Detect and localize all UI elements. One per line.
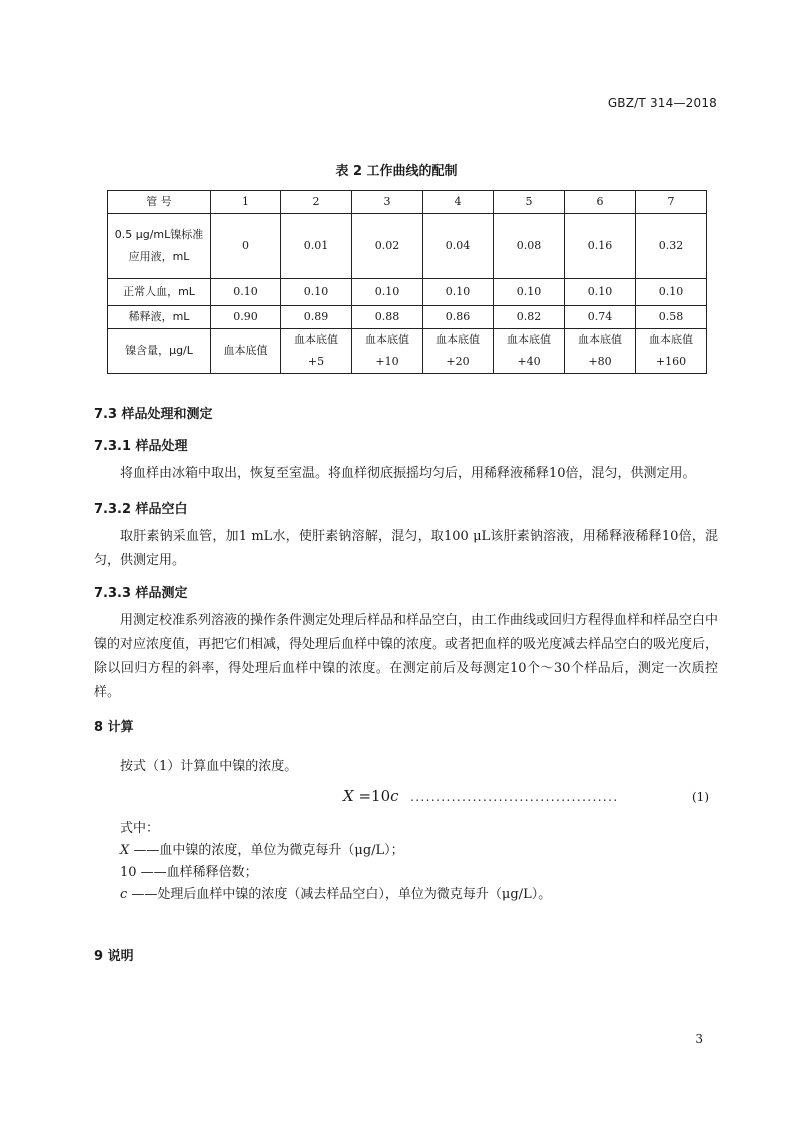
table-cell: 0.82 xyxy=(494,306,565,329)
definition-symbol: X xyxy=(120,843,130,858)
tube-number: 1 xyxy=(211,191,281,214)
table-row xyxy=(108,279,707,306)
table-cell xyxy=(281,329,352,374)
equation-number: (1) xyxy=(692,790,709,804)
table-cell: 0.90 xyxy=(211,306,281,329)
table-caption: 表 2 工作曲线的配制 xyxy=(335,164,458,179)
cell-line: +20 xyxy=(446,355,470,368)
table-cell xyxy=(565,329,636,374)
table-cell: 0.10 xyxy=(636,279,707,306)
cell-line: +10 xyxy=(375,355,399,368)
table-row xyxy=(108,329,707,374)
section-heading-7-3-1: 7.3.1 样品处理 xyxy=(94,439,188,454)
table-cell: 0.10 xyxy=(281,279,352,306)
table-row xyxy=(108,214,707,279)
where-label: 式中： xyxy=(120,821,160,836)
table-cell: 0.86 xyxy=(423,306,494,329)
cell-line: 血本底值 xyxy=(578,333,622,346)
table-row xyxy=(108,306,707,329)
cell-line: +80 xyxy=(588,355,612,368)
paragraph-sample-blank: 取肝素钠采血管，加1 mL水，使肝素钠溶解，混匀，取100 μL该肝素钠溶液，用稀释液稀释10倍，混匀，供测定用。 xyxy=(94,529,718,568)
table-cell: 0.10 xyxy=(423,279,494,306)
formula-rhs: c xyxy=(390,787,399,805)
table-cell xyxy=(352,329,423,374)
table-cell: 0.10 xyxy=(565,279,636,306)
cell-line: +5 xyxy=(307,355,325,368)
definition-line xyxy=(120,840,404,862)
table-cell xyxy=(636,329,707,374)
definition-line xyxy=(120,862,258,884)
cell-line: 血本底值 xyxy=(223,344,268,357)
section-heading-9: 9 说明 xyxy=(94,949,134,964)
tube-number: 5 xyxy=(494,191,565,214)
cell-line: 血本底值 xyxy=(294,333,338,346)
definition-text: ——血中镍的浓度，单位为微克每升（μg/L）； xyxy=(129,843,404,858)
row-label xyxy=(108,214,211,279)
table-cell: 0.16 xyxy=(565,214,636,279)
cell-line: 血本底值 xyxy=(436,333,480,346)
standard-code: GBZ/T 314—2018 xyxy=(607,96,717,110)
definition-line xyxy=(120,884,551,906)
cell-line: 血本底值 xyxy=(507,333,551,346)
cell-line: +40 xyxy=(517,355,541,368)
formula-intro: 按式（1）计算血中镍的浓度。 xyxy=(120,759,298,774)
cell-line: 血本底值 xyxy=(365,333,409,346)
definition-symbol: c xyxy=(120,887,128,902)
definition-symbol: 10 xyxy=(120,865,137,880)
definition-text: ——处理后血样中镍的浓度（减去样品空白），单位为微克每升（μg/L）。 xyxy=(127,887,552,902)
formula-lhs: X xyxy=(343,787,354,805)
row-label: 正常人血，mL xyxy=(108,279,211,306)
formula-leader-dots: ........................................ xyxy=(410,790,619,804)
table-cell: 0.10 xyxy=(352,279,423,306)
section-heading-7-3-2: 7.3.2 样品空白 xyxy=(94,502,188,517)
table-cell: 0.10 xyxy=(211,279,281,306)
table-cell: 0.58 xyxy=(636,306,707,329)
tube-number: 6 xyxy=(565,191,636,214)
table-cell: 0.74 xyxy=(565,306,636,329)
header-label: 管 号 xyxy=(108,191,211,214)
definition-text: ——血样稀释倍数； xyxy=(136,865,258,880)
paragraph-sample-processing: 将血样由冰箱中取出，恢复至室温。将血样彻底振摇均匀后，用稀释液稀释10倍，混匀，供测定用。 xyxy=(120,466,696,481)
tube-number: 7 xyxy=(636,191,707,214)
calibration-table xyxy=(107,190,707,374)
row-label-line: 0.5 μg/mL镍标准 xyxy=(114,228,204,241)
paragraph-sample-measurement: 用测定校准系列溶液的操作条件测定处理后样品和样品空白，由工作曲线或回归方程得血样和样品空白中镍的对应浓度值，再把它们相减，得处理后血样中镍的浓度。或者把血样的吸光度减去样品空白的吸光度后，除以回归方程的斜率，得处理后血样中镍的浓度。在测定前后及每测定10个～30个样品后，测定一次质控样。 xyxy=(94,613,719,700)
table-cell: 0.32 xyxy=(636,214,707,279)
table-cell xyxy=(423,329,494,374)
table-cell xyxy=(494,329,565,374)
table-cell: 0.01 xyxy=(281,214,352,279)
row-label: 镍含量，μg/L xyxy=(108,329,211,374)
table-header-row xyxy=(108,191,707,214)
formula xyxy=(343,787,399,805)
tube-number: 3 xyxy=(352,191,423,214)
row-label: 稀释液，mL xyxy=(108,306,211,329)
cell-line: 血本底值 xyxy=(649,333,693,346)
row-label-line: 应用液，mL xyxy=(128,250,190,263)
page-number: 3 xyxy=(695,1032,703,1046)
table-cell xyxy=(211,329,281,374)
table-cell: 0.89 xyxy=(281,306,352,329)
table-cell: 0.04 xyxy=(423,214,494,279)
formula-eq: =10 xyxy=(353,787,391,805)
table-cell: 0.10 xyxy=(494,279,565,306)
tube-number: 4 xyxy=(423,191,494,214)
cell-line: +160 xyxy=(655,355,687,368)
section-heading-7-3: 7.3 样品处理和测定 xyxy=(94,407,213,422)
table-cell: 0.08 xyxy=(494,214,565,279)
table-cell: 0.02 xyxy=(352,214,423,279)
section-heading-8: 8 计算 xyxy=(94,720,134,735)
table-cell: 0.88 xyxy=(352,306,423,329)
tube-number: 2 xyxy=(281,191,352,214)
table-cell: 0 xyxy=(211,214,281,279)
section-heading-7-3-3: 7.3.3 样品测定 xyxy=(94,586,188,601)
